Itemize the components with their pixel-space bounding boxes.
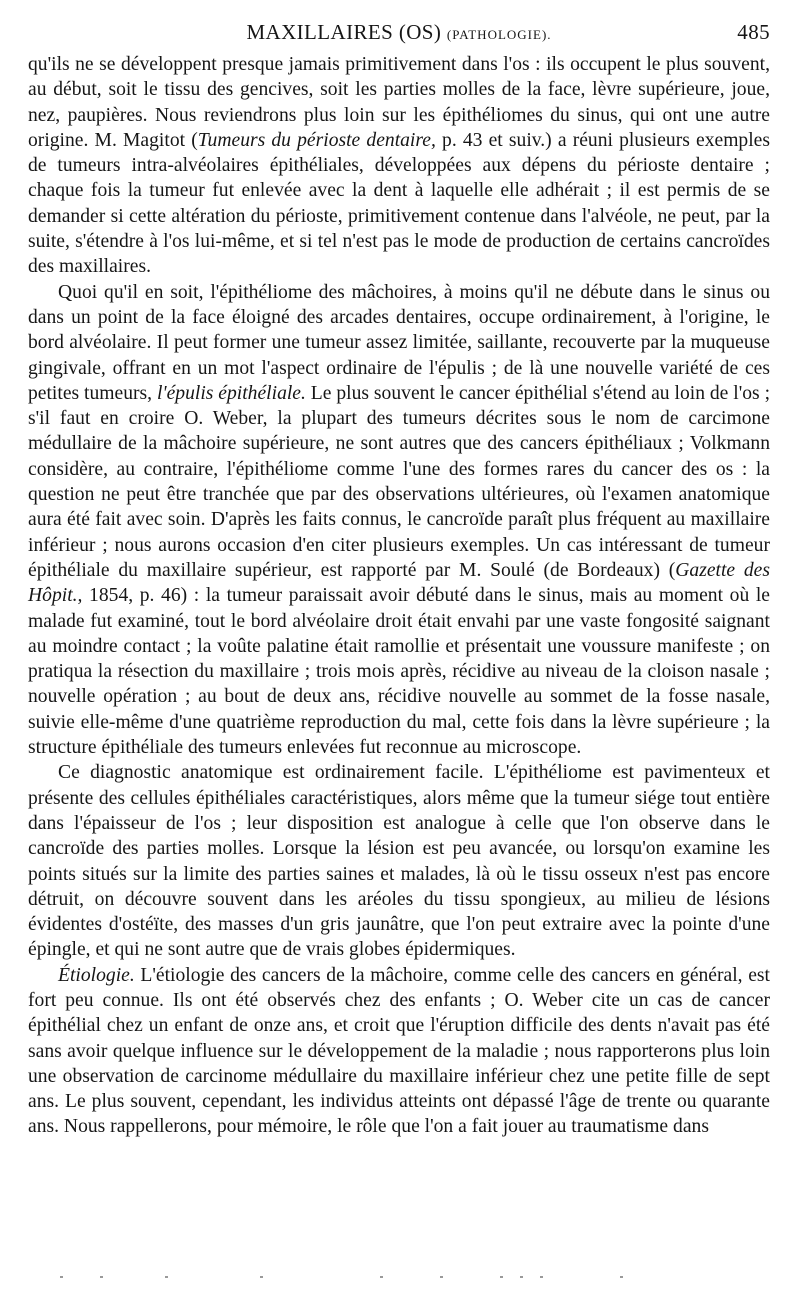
scan-dot	[100, 1276, 103, 1278]
scan-dot	[520, 1276, 523, 1278]
italic-text: Étiologie.	[58, 964, 135, 986]
paragraph-3	[28, 760, 770, 962]
running-title-main: MAXILLAIRES (OS)	[246, 20, 442, 44]
paragraph-text: qu'ils ne se développent presque jamais primitivement dans l'os : ils occupent le plus souvent, au début, soit le tissu des gencives, soit les parties molles de la face, lèvre supérieure, joue, nez, paupières. Nous reviendrons plus loin sur les épithéliomes du sinus, qui ont une autre origine. M. Magitot (	[28, 54, 770, 151]
running-header	[28, 20, 770, 46]
page-number: 485	[737, 20, 770, 44]
scan-dot	[60, 1276, 63, 1278]
scan-dot	[440, 1276, 443, 1278]
paragraph-4	[28, 963, 770, 1140]
italic-text: Gazette des Hôpit.,	[28, 559, 770, 607]
paragraph-text: L'étiologie des cancers de la mâchoire, comme celle des cancers en général, est fort peu connue. Ils ont été observés chez des enfants ; O. Weber cite un cas de cancer épithélial chez un enfant de onze ans, et croit que l'éruption difficile des dents n'avait pas été sans avoir quelque influence sur le développement de la maladie ; nous rapporterons plus loin une observation de carcinome médullaire du maxillaire inférieur chez une petite fille de sept ans. Le plus souvent, cependant, les individus atteints ont dépassé l'âge de trente ou quarante ans. Nous rappellerons, pour mémoire, le rôle que l'on a fait jouer au traumatisme dans	[28, 964, 770, 1138]
scan-dot	[540, 1276, 543, 1278]
body-text	[28, 52, 770, 1140]
scan-dot	[165, 1276, 168, 1278]
running-title	[28, 20, 770, 45]
running-title-sub: (PATHOLOGIE).	[446, 27, 552, 42]
paragraph-1	[28, 52, 770, 280]
paragraph-text: p. 43 et suiv.) a réuni plusieurs exemples de tumeurs intra-alvéolaires épithéliales, développées aux dépens du périoste dentaire ; chaque fois la tumeur fut enlevée avec la dent à laquelle elle adhérait ; il est permis de se demander si cette altération du périoste, primitivement contenue dans l'alvéole, ne peut, par la suite, s'étendre à l'os lui-même, et si tel n'est pas le mode de production de certains cancroïdes des maxillaires.	[28, 129, 770, 278]
paragraph-2	[28, 280, 770, 761]
italic-text: l'épulis épithéliale.	[156, 382, 306, 404]
scan-dot	[620, 1276, 623, 1278]
document-page	[28, 20, 770, 1140]
scan-dot	[260, 1276, 263, 1278]
paragraph-text: Ce diagnostic anatomique est ordinairement facile. L'épithéliome est pavimenteux et présente des cellules épithéliales caractéristiques, alors même que la tumeur siége tout entière dans l'épaisseur de l'os ; leur disposition est analogue à celle que l'on observe dans le cancroïde des parties molles. Lorsque la lésion est peu avancée, ou lorsqu'on examine les points situés sur la limite des parties saines et malades, là où le tissu osseux n'est pas encore détruit, on découvre souvent dans les aréoles du tissu spongieux, au milieu de lésions évidentes d'ostéïte, des masses d'un gris jaunâtre, que l'on peut extraire avec la pointe d'une épingle, et qui ne sont autre que de vrais globes épidermiques.	[28, 762, 770, 961]
paragraph-text: Quoi qu'il en soit, l'épithéliome des mâchoires, à moins qu'il ne débute dans le sinus ou dans un point de la face éloigné des arcades dentaires, occupe ordinairement, à l'origine, le bord alvéolaire. Il peut former une tumeur assez limitée, saillante, recouverte par la muqueuse gingivale, offrant en un mot l'aspect ordinaire de l'épulis ; de là une nouvelle variété de ces petites tumeurs,	[28, 281, 770, 404]
scan-dot	[500, 1276, 503, 1278]
italic-text: Tumeurs du périoste dentaire,	[197, 129, 436, 151]
paragraph-text: 1854, p. 46) : la tumeur paraissait avoir débuté dans le sinus, mais au moment où le malade fut examiné, tout le bord alvéolaire droit était envahi par une vaste fongosité saignant au moindre contact ; la voûte palatine était ramollie et présentait une voussure manifeste ; on pratiqua la résection du maxillaire ; trois mois après, récidive au niveau de la cloison nasale ; nouvelle opération ; au bout de deux ans, récidive nouvelle au sommet de la fosse nasale, suivie elle-même d'une quatrième reproduction du mal, cette fois dans la lèvre supérieure ; la structure épithéliale des tumeurs enlevées fut reconnue au microscope.	[28, 585, 770, 759]
paragraph-text: Le plus souvent le cancer épithélial s'étend au loin de l'os ; s'il faut en croire O. Weber, la plupart des tumeurs décrites sous le nom de carcimone médullaire de la mâchoire supérieure, ne sont autres que des cancers épithéliaux ; Volkmann considère, au contraire, l'épithéliome comme l'une des formes rares du cancer des os : la question ne peut être tranchée que par des observations ultérieures, où l'examen anatomique aura été fait avec soin. D'après les faits connus, le cancroïde paraît plus fréquent au maxillaire inférieur ; nous aurons occasion d'en citer plusieurs exemples. Un cas intéressant de tumeur épithéliale du maxillaire supérieur, est rapporté par M. Soulé (de Bordeaux) (	[28, 382, 771, 581]
scan-artifact-dots	[60, 1276, 660, 1284]
scan-dot	[380, 1276, 383, 1278]
